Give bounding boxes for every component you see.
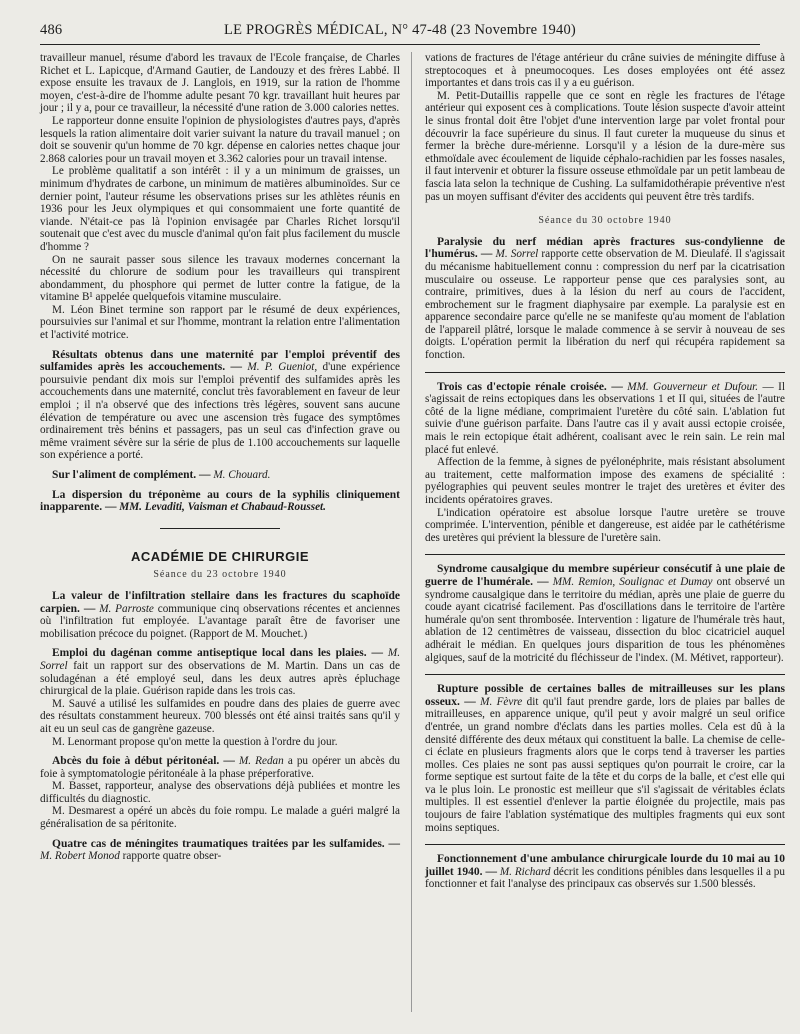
paragraph: L'indication opératoire est absolue lorsque l'autre uretère se trouve comprimée. L'intervention, pénible et dangereuse, est aidée par le cathétérisme des uretères qui prévient la blessure de l'uretère sain. [425,506,785,544]
section-title: Abcès du foie à début péritonéal. — [52,755,235,768]
section-rule [425,372,785,373]
section-entry [425,381,785,457]
section-title: Résultats obtenus dans une maternité par l'emploi préventif des sulfamides après les accouchements. — [40,348,400,374]
paragraph: Le rapporteur donne ensuite l'opinion de physiologistes d'autres pays, d'après lesquels la ration alimentaire doit varier suivant la nature du travail manuel ; on doit se souvenir qu'un homme de 70 kgr. dépense en calories nettes chaque jour 2.868 calories pour un travail moyen et 3.362 calories pour un travail intense. [40,114,400,165]
section-author: MM. Gouverneur et Dufour. [627,380,759,393]
section-body: rapporte cette observation de M. Dieulafé. Il s'agissait du mécanisme habituellement connu : compression du nerf par la cicatrisation musculaire ou osseuse. Le rapporteur pense que ces paralysies sont, au contraire, primitives, dues à la lésion du nerf au cours de l'accident, embrochement sur le fragment diaphysaire par exemple. La paralysie est en apparence secondaire parce qu'elle ne se manifeste qu'au moment de l'ablation de l'appareil plâtré, lorsque le malade commence à se servir à nouveau de ses doigts. L'opération permit la libération du nerf qui récupéra rapidement sa fonction. [425,248,786,362]
section-title: La dispersion du tréponème au cours de la syphilis cliniquement inapparente. — [40,488,400,514]
section-entry [425,853,785,891]
section-body: d'une expérience poursuivie pendant dix mois sur l'emploi préventif des sulfamides après les accouchements dans une maternité, conclut très favorablement en faveur de leur emploi ; il n'a observé que des infections très légères, souvent sans aucune élévation de température ou avec une ascension très fugace des symptômes ordinairement très bénins et passagers, pas un seul cas d'infection grave ou même vraiment sévère sur la série de plus de 1.100 accouchements sur laquelle son expérience a porté. [40,361,401,462]
paragraph: M. Sauvé a utilisé les sulfamides en poudre dans des plaies de guerre avec des résultats constamment heureux. 700 blessés ont été ainsi traités sans qu'il y ait eu un seul cas de gangrène gazeuse. [40,697,400,735]
section-entry [40,647,400,697]
section-rule [160,528,280,529]
paragraph: Le problème qualitatif a son intérêt : il y a un minimum de graisses, un minimum d'hydrates de carbone, un minimum de matières albuminoïdes. Sur ce dernier point, l'auteur résume les observations prises sur les athlètes réunis en 1936 pour les Jeux olympiques et qui consommaient une forte quantité de viande. N'était-ce pas là l'opinion envisagée par Charles Richet lorsqu'il soutenait que c'est avec du muscle d'animal qu'on fait plus facilement du muscle d'homme ? [40,165,400,253]
section-entry [40,469,400,482]
section-rule [425,844,785,845]
seance-date: Séance du 23 octobre 1940 [153,569,287,581]
section-author: M. Sorrel [40,647,400,672]
section-title: Syndrome causalgique du membre supérieur consécutif à une plaie de guerre de l'humérale. — [425,563,785,588]
section-body: rapporte quatre obser- [122,850,222,863]
section-entry [425,683,785,834]
section-entry [40,590,400,640]
section-author: MM. Levaditi, Vaisman et Chabaud-Rousset. [119,501,326,514]
section-body: communique cinq observations récentes et anciennes où l'infiltration fut employée. L'avantage paraît être de favoriser une mobilisation précoce du poignet. (Rapport de M. Mouchet.) [40,602,401,640]
page-number: 486 [40,22,63,38]
academy-heading: ACADÉMIE DE CHIRURGIE [130,548,310,564]
section-author: M. Richard [499,865,551,878]
paragraph: travailleur manuel, résume d'abord les travaux de l'Ecole française, de Charles Richet et L. Lapicque, d'Armand Gautier, de Landouzy et des frères Labbé. Il expose ensuite les travaux de J. Langlois, en 1919, sur la ration de l'homme moyen, c'est-à-dire de l'homme adulte pesant 70 kgr. travaillant huit heures par jour ; il y a, pour ce travailleur, la nécessité d'une ration de 3.000 calories nettes. [40,52,400,115]
section-title: Fonctionnement d'une ambulance chirurgicale lourde du 10 mai au 10 juillet 1940. — [425,853,785,878]
section-entry [40,838,400,863]
section-rule [425,554,785,555]
section-body: ont observé un syndrome causalgique dans le territoire du médian, après une plaie de guerre du coude ayant cicatrisé facilement. Pas d'oscillations dans le territoire de l'artère humérale qu'on sent thrombosée. Intervention : ligature de l'humérale très haut, ablation de 12 centimètres de vaisseau, dissection du bloc cicatriciel auquel adhérait le médian. En quelques jours disparition de tous les phénomènes algiques, sauf de la motricité du fléchisseur de l'index. (M. Métivet, rapporteur). [425,575,785,664]
paragraph: M. Léon Binet termine son rapport par le résumé de deux expériences, poursuivies sur l'animal et sur l'homme, montrant la relation entre l'alimentation et l'activité motrice. [40,303,400,342]
section-title: Paralysie du nerf médian après fractures sus-condylienne de l'humérus. — [425,235,785,261]
paragraph: M. Desmarest a opéré un abcès du foie rompu. Le malade a guéri malgré la généralisation de sa péritonite. [40,805,400,831]
section-title: La valeur de l'infiltration stellaire dans les fractures du scaphoïde carpien. — [40,589,400,615]
paragraph: On ne saurait passer sous silence les travaux modernes concernant la nécessité du chlorure de sodium pour les travailleurs qui transpirent abondamment, du phosphore qui permet de lutter contre la fatigue, de la vitamine B¹ appelée quelquefois vitamine musculaire. [40,253,400,304]
section-body: fait un rapport sur des observations de M. Martin. Dans un cas de soludagénan a été employé seul, dans les deux autres après épluchage chirurgical de la plaie. Guérison rapide dans les trois cas. [40,659,400,698]
section-body: décrit les conditions pénibles dans lesquelles il a pu fonctionner et fait l'analyse des principaux cas observés sur 1.500 blessés. [425,865,785,891]
section-title: Rupture possible de certaines balles de mitrailleuses sur les plans osseux. — [425,683,785,708]
section-title: Emploi du dagénan comme antiseptique local dans les plaies. — [52,647,384,660]
section-title: Trois cas d'ectopie rénale croisée. — [437,380,623,393]
section-entry [425,563,785,664]
section-entry [40,755,400,780]
section-author: M. Robert Monod [40,850,120,863]
section-body: — Il s'agissait de reins ectopiques dans les observations 1 et II qui, situées de l'autre côté de la ligne médiane, comprimaient l'uretère du côté sain. L'ablation fut suivie d'une guérison parfaite. Dans l'autre cas il y avait aussi ectopie croisée, mais le rein ectopique était adhérent, coalisant avec le rein sain. Le rein mal placé fut enlevé. [425,380,786,456]
section-body: dit qu'il faut prendre garde, lors de plaies par balles de mitrailleuses, en apparence unique, qu'il peut y avoir malgré un seul orifice d'entrée, un grand nombre d'éclats dans les parties molles. Cela est dû à la densité différente des deux métaux qui constituent la balle. La chemise de celle-ci éclate en plusieurs fragments alors que le corps tend à traverser les parties molles. Ces plaies ne sont pas aussi septiques qu'on pourrait le croire, car la forme septique est surtout faite de la tête et du corps de la balle, et c'est elle qui va le plus loin. Le pronostic est meilleur que s'il s'agissait de véritables éclats multiples. Il est essentiel d'enlever la partie éloignée du projectile, mais pas toujours de faire l'ablation systématique des multiples fragments qui eux sont moins septiques. [425,695,786,834]
section-author: MM. Remion, Soulignac et Dumay [552,575,713,588]
right-column [425,52,785,891]
paragraph: M. Basset, rapporteur, analyse des observations déjà publiées et montre les difficultés du diagnostic. [40,780,400,805]
paragraph: Affection de la femme, à signes de pyélonéphrite, mais résistant absolument au traitement, cette malformation impose des examens de spécialité : pyélographies qui peuvent seules montrer le trajet des uretères et éviter des incidents opératoires graves. [425,456,785,506]
paragraph: M. Lenormant propose qu'on mette la question à l'ordre du jour. [52,735,338,748]
running-title: LE PROGRÈS MÉDICAL, N° 47-48 (23 Novembre 1940) [224,22,576,38]
section-title: Sur l'aliment de complément. — [52,469,211,481]
section-entry [425,236,785,362]
column-divider [411,52,412,1012]
section-entry [40,489,400,514]
section-author: M. Redan [238,755,284,768]
seance-date: Séance du 30 octobre 1940 [538,215,672,227]
section-author: M. Chouard. [213,469,271,481]
left-column [40,52,400,863]
section-entry [40,349,400,462]
page-header [40,22,760,45]
section-author: M. Parroste [99,602,154,615]
section-rule [425,674,785,675]
section-body: a pu opérer un abcès du foie à symptomatologie péritonéale à la phase préperforative. [40,755,401,780]
section-title: Quatre cas de méningites traumatiques traitées par les sulfamides. — [52,837,400,850]
paragraph: vations de fractures de l'étage antérieur du crâne suivies de méningite diffuse à streptocoques et à pneumocoques. Les doses employées ont été assez importantes et dans trois cas il y a eu guérison. [425,52,785,90]
section-author: M. Fèvre [480,695,523,708]
paragraph: M. Petit-Dutaillis rappelle que ce sont en règle les fractures de l'étage antérieur qui exposent ces à complications. Toute lésion suspecte d'avoir atteint le sinus frontal doit être l'objet d'une intervention large par volet frontal pour découvrir la face supérieure du sinus. Il faut cureter la muqueuse du sinus et fermer la brèche dure-mérienne. Lorsqu'il y a lésion de la dure-mère sus ethmoïdale avec écoulement de liquide céphalo-rachidien par les fosses nasales, il faut intervenir et obturer la fissure osseuse ethmoïdale par un petit lambeau de fascia lata selon la technique de Cushing. La sulfamidothérapie préventive n'est pas un moyen suffisant d'éviter des accidents qui peuvent être très tardifs. [425,89,785,203]
section-author: M. P. Gueniot, [247,361,318,374]
section-author: M. Sorrel [495,248,539,261]
